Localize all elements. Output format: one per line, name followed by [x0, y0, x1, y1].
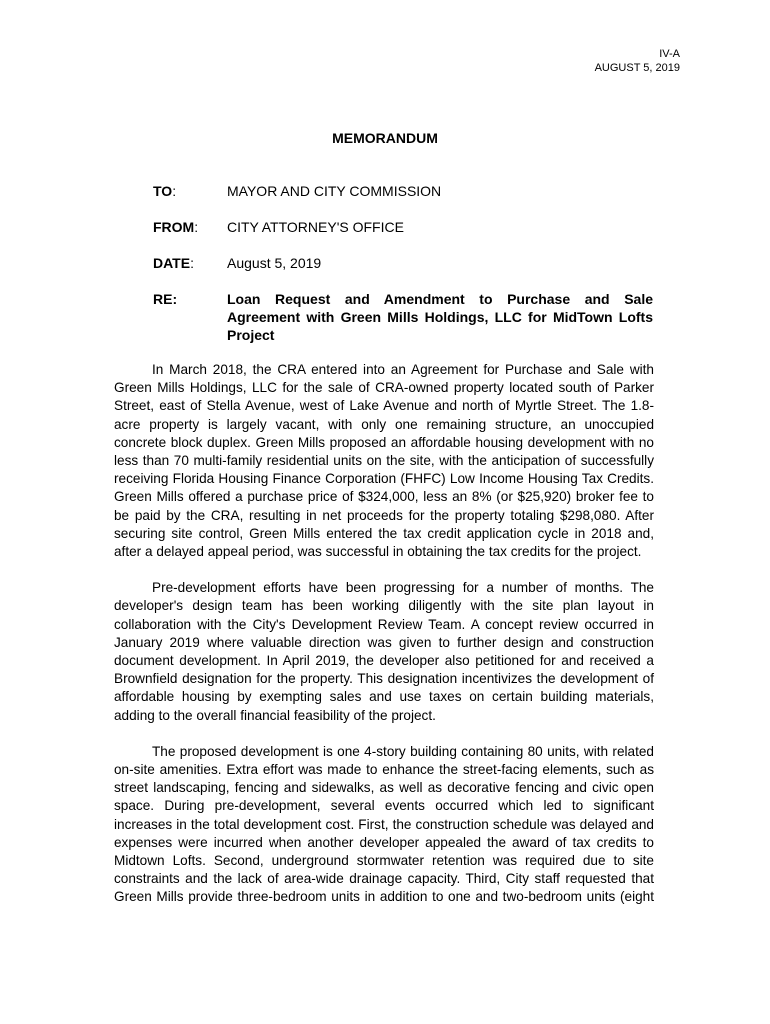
agenda-item-ref: IV-A [659, 48, 680, 60]
date-field [153, 254, 653, 272]
memo-body [114, 361, 654, 925]
date-value: August 5, 2019 [227, 255, 322, 271]
date-colon: : [190, 255, 194, 271]
body-paragraph-3: The proposed development is one 4-story building containing 80 units, with related on-site amenities. Extra effort was made to enhance the street-facing elements, such as street landscaping, fencing and sidewalks, as well as decorative fencing and civic open space. During pre-development, several events occurred which led to significant increases in the total development cost. First, the construction schedule was delayed and expenses were incurred when another developer appealed the award of tax credits to Midtown Lofts. Second, underground stormwater retention was required due to site constraints and the lack of area-wide drainage capacity. Third, City staff requested that Green Mills provide three-bedroom units in addition to one and two-bedroom units (eight [114, 743, 654, 905]
from-value: CITY ATTORNEY'S OFFICE [227, 219, 404, 235]
to-colon: : [172, 183, 177, 199]
re-label: RE: [153, 291, 178, 307]
header-reference [595, 47, 680, 75]
to-field [153, 182, 653, 200]
from-field [153, 218, 653, 236]
date-label: DATE [153, 255, 191, 271]
body-paragraph-2: Pre-development efforts have been progressing for a number of months. The developer's design team has been working diligently with the site plan layout in collaboration with the City's Development Review Team. A concept review occurred in January 2019 where valuable direction was given to further design and construction document development. In April 2019, the developer also petitioned for and received a Brownfield designation for the property. This designation incentivizes the development of affordable housing by exempting sales and use taxes on certain building materials, adding to the overall financial feasibility of the project. [114, 580, 654, 723]
from-label: FROM [153, 219, 195, 235]
to-label: TO [153, 183, 173, 199]
re-field [153, 290, 653, 344]
from-colon: : [194, 219, 199, 235]
body-paragraph-1: In March 2018, the CRA entered into an Agreement for Purchase and Sale with Green Mills Holdings, LLC for the sale of CRA-owned property located south of Parker Street, east of Stella Avenue, west of Lake Avenue and north of Myrtle Street. The 1.8-acre property is largely vacant, with only one remaining structure, an unoccupied concrete block duplex. Green Mills proposed an affordable housing development with no less than 70 multi-family residential units on the site, with the anticipation of successfully receiving Florida Housing Finance Corporation (FHFC) Low Income Housing Tax Credits. Green Mills offered a purchase price of $324,000, less an 8% (or $25,920) broker fee to be paid by the CRA, resulting in net proceeds for the property totaling $298,080. After securing site control, Green Mills entered the tax credit application cycle in 2018 and, after a delayed appeal period, was successful in obtaining the tax credits for the project. [114, 362, 654, 560]
header-date: AUGUST 5, 2019 [594, 62, 680, 74]
to-value: MAYOR AND CITY COMMISSION [227, 183, 442, 199]
memo-title: MEMORANDUM [332, 130, 438, 146]
re-subject: Loan Request and Amendment to Purchase and Sale Agreement with Green Mills Holdings, LLC for MidTown Lofts Project [227, 291, 653, 343]
